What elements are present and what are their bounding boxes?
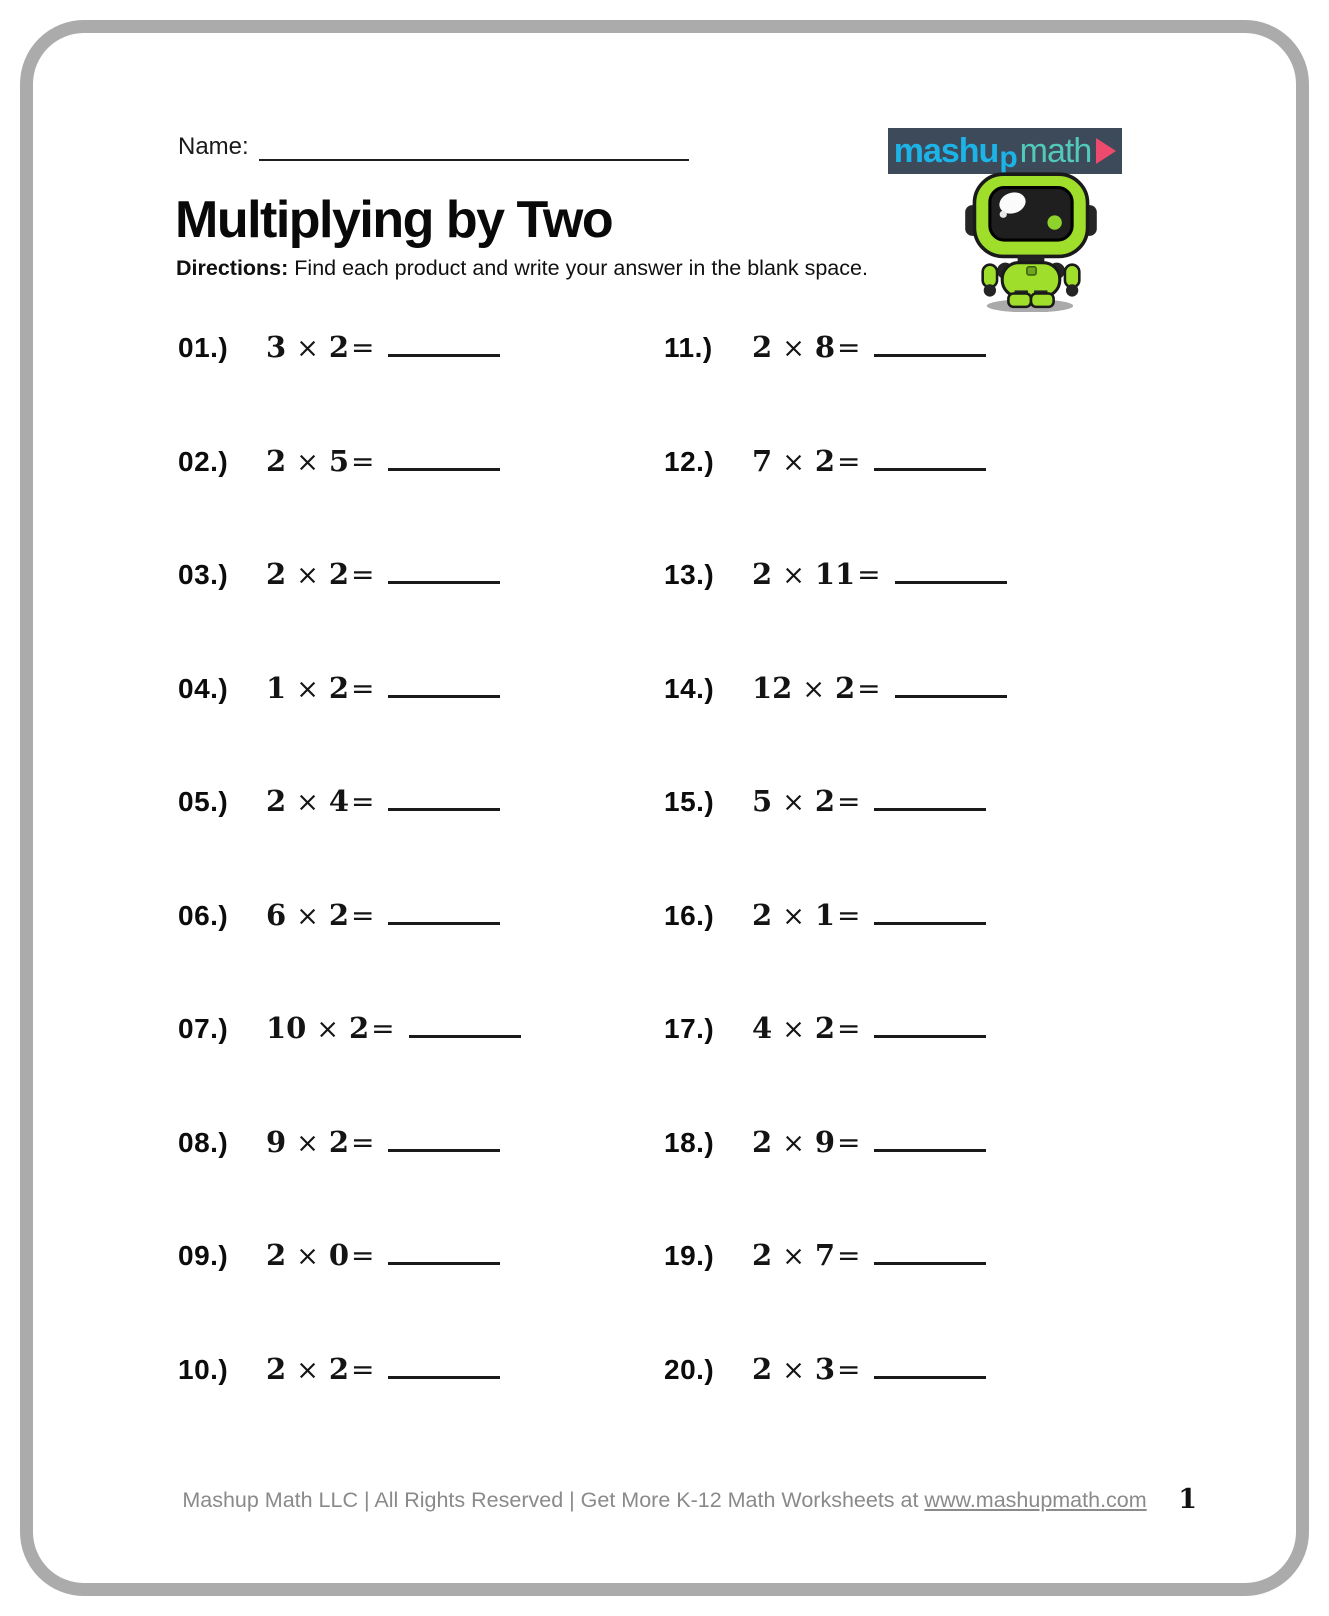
times-sign: × bbox=[296, 1241, 319, 1272]
equals-sign: = bbox=[837, 1239, 861, 1272]
problem-number: 03.) bbox=[178, 559, 229, 590]
times-sign: × bbox=[296, 446, 319, 478]
equals-sign: = bbox=[351, 671, 375, 705]
problem-equation: 3 × 2= bbox=[266, 330, 500, 364]
problem-equation: 2 × 2= bbox=[266, 1352, 500, 1386]
times-sign: × bbox=[296, 787, 319, 818]
problem-row-10 bbox=[178, 1352, 664, 1466]
problem-row-02 bbox=[178, 444, 664, 558]
answer-blank bbox=[874, 1146, 986, 1152]
answer-blank bbox=[874, 465, 986, 471]
problem-row-06 bbox=[178, 898, 664, 1012]
problem-number: 08.) bbox=[178, 1126, 229, 1158]
problems-grid bbox=[178, 330, 1259, 1465]
answer-blank bbox=[874, 1373, 986, 1379]
problem-row-20 bbox=[664, 1352, 1259, 1466]
equals-sign: = bbox=[371, 1012, 395, 1045]
equals-sign: = bbox=[837, 785, 861, 818]
answer-blank bbox=[388, 692, 500, 698]
problem-equation: 7 × 2= bbox=[752, 444, 986, 478]
problem-row-03 bbox=[178, 557, 664, 671]
problem-number: 12.) bbox=[664, 445, 715, 477]
problem-row-11 bbox=[664, 330, 1259, 444]
problem-number: 06.) bbox=[178, 899, 229, 931]
problem-equation: 9 × 2= bbox=[266, 1125, 500, 1159]
answer-blank bbox=[388, 1373, 500, 1379]
problem-equation: 10 × 2= bbox=[266, 1011, 521, 1045]
equals-sign: = bbox=[351, 898, 375, 932]
problem-equation: 2 × 8= bbox=[752, 330, 986, 364]
problem-number: 20.) bbox=[664, 1353, 715, 1385]
answer-blank bbox=[409, 1032, 521, 1038]
answer-blank bbox=[874, 351, 986, 357]
problem-number: 15.) bbox=[664, 786, 715, 817]
logo-text-math: math bbox=[1019, 131, 1092, 170]
problem-row-18 bbox=[664, 1125, 1259, 1239]
problem-number: 18.) bbox=[664, 1126, 715, 1158]
answer-blank bbox=[388, 1146, 500, 1152]
times-sign: × bbox=[782, 787, 805, 818]
problem-number: 14.) bbox=[664, 672, 715, 704]
name-label: Name: bbox=[178, 133, 249, 160]
problem-number: 10.) bbox=[178, 1353, 229, 1385]
mashupmath-website-link[interactable]: www.mashupmath.com bbox=[924, 1488, 1147, 1512]
answer-blank bbox=[388, 919, 500, 925]
problem-number: 09.) bbox=[178, 1240, 229, 1271]
equals-sign: = bbox=[351, 331, 375, 364]
times-sign: × bbox=[782, 1241, 805, 1272]
times-sign: × bbox=[316, 1014, 339, 1045]
problem-row-15 bbox=[664, 784, 1259, 898]
answer-blank bbox=[895, 692, 1007, 698]
answer-blank bbox=[388, 578, 500, 584]
robot-mascot-icon bbox=[963, 166, 1099, 312]
equals-sign: = bbox=[351, 1352, 375, 1386]
times-sign: × bbox=[782, 333, 805, 364]
problem-row-08 bbox=[178, 1125, 664, 1239]
problem-row-17 bbox=[664, 1011, 1259, 1125]
equals-sign: = bbox=[351, 558, 375, 591]
problem-equation: 5 × 2= bbox=[752, 784, 986, 818]
equals-sign: = bbox=[837, 444, 861, 478]
times-sign: × bbox=[802, 673, 825, 705]
times-sign: × bbox=[782, 1014, 805, 1045]
problems-right-column bbox=[664, 330, 1259, 1465]
times-sign: × bbox=[782, 446, 805, 478]
problem-row-07 bbox=[178, 1011, 664, 1125]
equals-sign: = bbox=[857, 671, 881, 705]
problem-equation: 2 × 11= bbox=[752, 557, 1007, 591]
problem-number: 07.) bbox=[178, 1013, 229, 1044]
times-sign: × bbox=[296, 673, 319, 705]
answer-blank bbox=[388, 805, 500, 811]
problem-number: 02.) bbox=[178, 445, 229, 477]
equals-sign: = bbox=[837, 1352, 861, 1386]
problem-number: 16.) bbox=[664, 899, 715, 931]
answer-blank bbox=[874, 1032, 986, 1038]
problem-equation: 2 × 2= bbox=[266, 557, 500, 591]
problem-equation: 2 × 9= bbox=[752, 1125, 986, 1159]
problem-number: 19.) bbox=[664, 1240, 715, 1271]
equals-sign: = bbox=[837, 331, 861, 364]
problem-row-13 bbox=[664, 557, 1259, 671]
times-sign: × bbox=[782, 1127, 805, 1159]
problem-row-19 bbox=[664, 1238, 1259, 1352]
equals-sign: = bbox=[837, 898, 861, 932]
times-sign: × bbox=[782, 560, 805, 591]
answer-blank bbox=[388, 1259, 500, 1265]
times-sign: × bbox=[782, 1354, 805, 1386]
problem-equation: 2 × 3= bbox=[752, 1352, 986, 1386]
problem-equation: 6 × 2= bbox=[266, 898, 500, 932]
problem-number: 13.) bbox=[664, 559, 715, 590]
equals-sign: = bbox=[351, 1239, 375, 1272]
times-sign: × bbox=[296, 900, 319, 932]
times-sign: × bbox=[296, 1354, 319, 1386]
logo-text-mashu: mashu bbox=[893, 131, 999, 170]
page-number: 1 bbox=[1178, 1484, 1197, 1515]
equals-sign: = bbox=[857, 558, 881, 591]
problem-number: 05.) bbox=[178, 786, 229, 817]
problem-row-09 bbox=[178, 1238, 664, 1352]
answer-blank bbox=[874, 1259, 986, 1265]
directions-label: Directions: bbox=[176, 256, 289, 280]
problem-equation: 12 × 2= bbox=[752, 671, 1007, 705]
logo-text-p: p bbox=[999, 141, 1017, 174]
equals-sign: = bbox=[351, 785, 375, 818]
answer-blank bbox=[388, 465, 500, 471]
footer-copyright: Mashup Math LLC | All Rights Reserved | Get More K-12 Math Worksheets at www.mashupmath.com bbox=[182, 1488, 1147, 1512]
problem-row-04 bbox=[178, 671, 664, 785]
times-sign: × bbox=[782, 900, 805, 932]
problem-equation: 2 × 7= bbox=[752, 1238, 986, 1272]
times-sign: × bbox=[296, 1127, 319, 1159]
problem-equation: 4 × 2= bbox=[752, 1011, 986, 1045]
problem-row-14 bbox=[664, 671, 1259, 785]
answer-blank bbox=[895, 578, 1007, 584]
equals-sign: = bbox=[351, 1125, 375, 1159]
problem-equation: 2 × 1= bbox=[752, 898, 986, 932]
problems-left-column bbox=[178, 330, 664, 1465]
problem-number: 01.) bbox=[178, 332, 229, 363]
name-field-row bbox=[178, 133, 689, 161]
answer-blank bbox=[388, 351, 500, 357]
problem-row-05 bbox=[178, 784, 664, 898]
equals-sign: = bbox=[837, 1125, 861, 1159]
times-sign: × bbox=[296, 560, 319, 591]
equals-sign: = bbox=[837, 1012, 861, 1045]
answer-blank bbox=[874, 805, 986, 811]
problem-number: 17.) bbox=[664, 1013, 715, 1044]
name-blank-line bbox=[259, 137, 689, 161]
problem-row-12 bbox=[664, 444, 1259, 558]
problem-number: 04.) bbox=[178, 672, 229, 704]
problem-equation: 1 × 2= bbox=[266, 671, 500, 705]
answer-blank bbox=[874, 919, 986, 925]
problem-equation: 2 × 4= bbox=[266, 784, 500, 818]
problem-equation: 2 × 0= bbox=[266, 1238, 500, 1272]
times-sign: × bbox=[296, 333, 319, 364]
equals-sign: = bbox=[351, 444, 375, 478]
problem-row-16 bbox=[664, 898, 1259, 1012]
problem-number: 11.) bbox=[664, 332, 713, 363]
problem-row-01 bbox=[178, 330, 664, 444]
directions-text: Directions: Find each product and write your answer in the blank space. bbox=[176, 256, 868, 280]
play-triangle-icon bbox=[1096, 138, 1116, 164]
problem-equation: 2 × 5= bbox=[266, 444, 500, 478]
worksheet-title: Multiplying by Two bbox=[175, 191, 613, 249]
